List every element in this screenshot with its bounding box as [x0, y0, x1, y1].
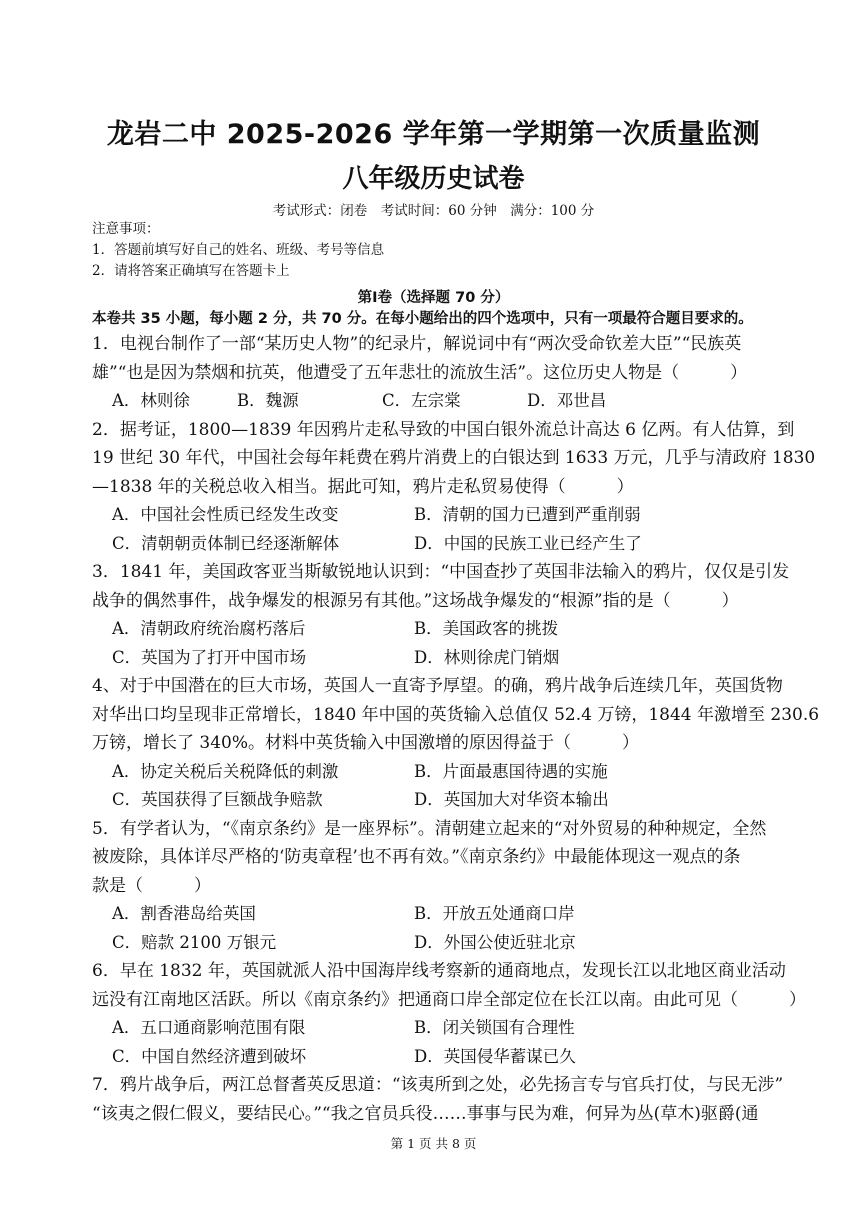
answer-option: D．英国侵华蓄谋已久	[414, 1046, 576, 1066]
exam-title: 龙岩二中 2025-2026 学年第一学期第一次质量监测	[106, 119, 761, 150]
answer-option: C．英国获得了巨额战争赔款	[112, 790, 323, 809]
question-text-line: 19 世纪 30 年代，中国社会每年耗费在鸦片消费上的白银达到 1633 万元，几乎与清政府 1830	[92, 448, 816, 468]
answer-option: B．片面最惠国待遇的实施	[414, 761, 608, 781]
question-text-line: 万镑，增长了 340%。材料中英货输入中国激增的原因得益于（ ）	[92, 733, 640, 753]
question-text-line: 远没有江南地区活跃。所以《南京条约》把通商口岸全部定位在长江以南。由此可见（ ）	[92, 989, 806, 1010]
question-text-line: 3．1841 年，美国政客亚当斯敏锐地认识到：“中国查抄了英国非法输入的鸦片，仅仅是引发	[92, 562, 790, 582]
question-text-line: 战争的偶然事件，战争爆发的根源另有其他。”这场战争爆发的“根源”指的是（ ）	[92, 590, 739, 611]
question-3	[92, 558, 792, 672]
options-row	[92, 644, 792, 673]
options-row	[92, 929, 792, 958]
section-title: 第Ⅰ卷（选择题 70 分）	[357, 290, 510, 306]
options-row	[92, 786, 792, 815]
options-row	[92, 387, 792, 416]
exam-subtitle: 八年级历史试卷	[342, 164, 525, 194]
question-text-line: 7．鸦片战争后，两江总督耆英反思道：“该夷所到之处，必先扬言专与官兵打仗，与民无涉”	[92, 1075, 784, 1095]
answer-option: A．五口通商影响范围有限	[112, 1018, 306, 1037]
question-text-line: 6．早在 1832 年，英国就派人沿中国海岸线考察新的通商地点，发现长江以北地区商业活动	[92, 961, 786, 981]
question-5	[92, 815, 792, 958]
question-7	[92, 1071, 792, 1128]
options-row	[92, 758, 792, 787]
answer-option: A．中国社会性质已经发生改变	[112, 505, 339, 524]
notes-label: 注意事项：	[92, 221, 160, 237]
answer-option: B．美国政客的挑拨	[414, 619, 559, 638]
note-item: 1．答题前填写好自己的姓名、班级、考号等信息	[92, 242, 385, 258]
question-text-line: 1．电视台制作了一部“某历史人物”的纪录片，解说词中有“两次受命钦差大臣”“民族英	[92, 334, 742, 354]
answer-option: C．左宗棠	[382, 391, 461, 410]
notes-section	[92, 219, 384, 282]
options-row	[92, 615, 792, 644]
section-instructions: 本卷共 35 小题，每小题 2 分，共 70 分。在每小题给出的四个选项中，只有一项最符合题目要求的。	[92, 311, 753, 327]
question-2	[92, 416, 816, 559]
answer-option: C．清朝朝贡体制已经逐渐解体	[112, 533, 340, 553]
answer-option: A．林则徐	[112, 391, 190, 410]
exam-info: 考试形式：闭卷 考试时间：60 分钟 满分：100 分	[272, 203, 595, 219]
question-text-line: 5．有学者认为，“《南京条约》是一座界标”。清朝建立起来的“对外贸易的种种规定，全然	[92, 818, 767, 839]
page-footer: 第 1 页 共 8 页	[390, 1136, 477, 1151]
options-row	[92, 1043, 792, 1072]
answer-option: A．协定关税后关税降低的刺激	[112, 761, 339, 781]
question-4	[92, 672, 820, 815]
answer-option: D．英国加大对华资本输出	[414, 790, 609, 809]
answer-option: D．林则徐虎门销烟	[414, 647, 560, 667]
question-6	[92, 957, 806, 1071]
options-row	[92, 530, 792, 559]
note-item: 2．请将答案正确填写在答题卡上	[92, 263, 290, 279]
answer-option: D．邓世昌	[527, 391, 607, 410]
questions-list	[92, 330, 820, 1128]
options-row	[92, 1014, 792, 1043]
answer-option: B．清朝的国力已遭到严重削弱	[414, 505, 641, 524]
question-text-line: 雄”“也是因为禁烟和抗英，他遭受了五年悲壮的流放生活”。这位历史人物是（ ）	[92, 362, 748, 383]
question-1	[92, 330, 792, 416]
question-text-line: 4、对于中国潜在的巨大市场，英国人一直寄予厚望。的确，鸦片战争后连续几年，英国货物	[92, 676, 783, 696]
answer-option: C．中国自然经济遭到破坏	[112, 1046, 307, 1066]
answer-option: C．赔款 2100 万银元	[112, 932, 277, 952]
options-row	[92, 501, 792, 530]
answer-option: D．外国公使近驻北京	[414, 932, 576, 952]
question-text-line: “该夷之假仁假义，要结民心。”“我之官员兵役……事事与民为难，何异为丛(草木)驱爵(通	[92, 1103, 759, 1124]
question-text-line: 款是（ ）	[92, 875, 211, 896]
question-text-line: 2．据考证，1800—1839 年因鸦片走私导致的中国白银外流总计高达 6 亿两。有人估算，到	[92, 419, 795, 440]
answer-option: D．中国的民族工业已经产生了	[414, 533, 642, 553]
answer-option: B．开放五处通商口岸	[414, 904, 575, 923]
answer-option: A．清朝政府统治腐朽落后	[112, 619, 306, 638]
question-text-line: 对华出口均呈现非正常增长，1840 年中国的英货输入总值仅 52.4 万镑，1844 年激增至 230.6	[92, 704, 820, 725]
answer-option: B．闭关锁国有合理性	[414, 1018, 575, 1037]
answer-option: B．魏源	[237, 391, 299, 410]
question-text-line: —1838 年的关税总收入相当。据此可知，鸦片走私贸易使得（ ）	[92, 476, 634, 497]
question-text-line: 被废除，具体详尽严格的‘防夷章程’也不再有效。”《南京条约》中最能体现这一观点的条	[92, 847, 741, 867]
options-row	[92, 900, 792, 929]
answer-option: A．割香港岛给英国	[112, 904, 256, 923]
answer-option: C．英国为了打开中国市场	[112, 647, 307, 667]
